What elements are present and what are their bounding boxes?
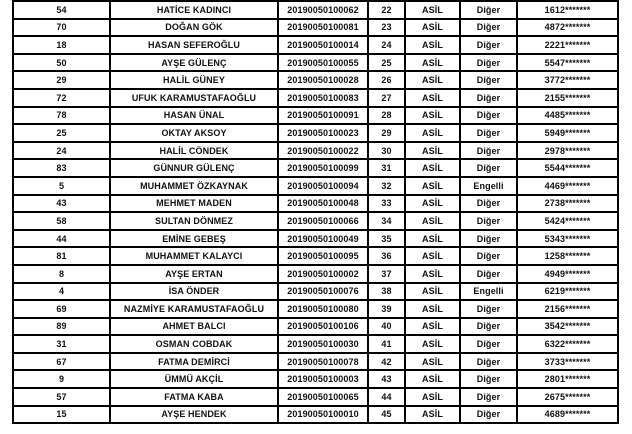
cell-name: MEHMET MADEN [110,195,278,213]
cell-name: ÜMMÜ AKÇİL [110,370,278,388]
cell-rank: 39 [368,300,405,318]
cell-category: Diğer [460,300,517,318]
cell-rank: 36 [368,247,405,265]
cell-list-no: 70 [13,19,110,37]
cell-masked-id: 2221******* [517,36,618,54]
table-row [13,406,618,424]
cell-list-no: 24 [13,142,110,160]
cell-status: ASİL [405,406,460,424]
cell-name: HASAN SEFEROĞLU [110,36,278,54]
cell-category: Diğer [460,370,517,388]
cell-list-no: 67 [13,353,110,371]
cell-list-no: 4 [13,283,110,301]
cell-name: MUHAMMET ÖZKAYNAK [110,177,278,195]
table-row [13,124,618,142]
cell-masked-id: 4469******* [517,177,618,195]
cell-name: HASAN ÜNAL [110,107,278,125]
cell-rank: 28 [368,107,405,125]
cell-status: ASİL [405,230,460,248]
cell-student-id: 20190050100081 [278,19,368,37]
cell-name: DOĞAN GÖK [110,19,278,37]
cell-category: Diğer [460,212,517,230]
cell-status: ASİL [405,19,460,37]
cell-list-no: 15 [13,406,110,424]
cell-masked-id: 2155******* [517,89,618,107]
cell-rank: 23 [368,19,405,37]
cell-category: Diğer [460,107,517,125]
cell-masked-id: 5544******* [517,159,618,177]
cell-name: HALİL GÜNEY [110,71,278,89]
cell-rank: 41 [368,335,405,353]
cell-name: UFUK KARAMUSTAFAOĞLU [110,89,278,107]
cell-list-no: 50 [13,54,110,72]
cell-rank: 45 [368,406,405,424]
cell-list-no: 57 [13,388,110,406]
cell-status: ASİL [405,265,460,283]
cell-student-id: 20190050100099 [278,159,368,177]
cell-list-no: 58 [13,212,110,230]
cell-list-no: 18 [13,36,110,54]
cell-rank: 30 [368,142,405,160]
placement-table [12,0,619,424]
table-row [13,283,618,301]
table-row [13,388,618,406]
cell-status: ASİL [405,124,460,142]
cell-masked-id: 5424******* [517,212,618,230]
cell-rank: 32 [368,177,405,195]
cell-category: Diğer [460,19,517,37]
cell-rank: 43 [368,370,405,388]
cell-list-no: 83 [13,159,110,177]
cell-rank: 26 [368,71,405,89]
cell-student-id: 20190050100003 [278,370,368,388]
cell-category: Diğer [460,265,517,283]
cell-student-id: 20190050100066 [278,212,368,230]
cell-student-id: 20190050100010 [278,406,368,424]
cell-masked-id: 5547******* [517,54,618,72]
cell-category: Diğer [460,36,517,54]
cell-student-id: 20190050100049 [278,230,368,248]
cell-masked-id: 3542******* [517,318,618,336]
cell-masked-id: 6322******* [517,335,618,353]
cell-list-no: 78 [13,107,110,125]
cell-status: ASİL [405,36,460,54]
cell-student-id: 20190050100080 [278,300,368,318]
cell-student-id: 20190050100055 [278,54,368,72]
cell-category: Diğer [460,247,517,265]
cell-category: Diğer [460,1,517,19]
cell-rank: 40 [368,318,405,336]
table-row [13,370,618,388]
cell-category: Diğer [460,54,517,72]
cell-name: MUHAMMET KALAYCI [110,247,278,265]
table-row [13,19,618,37]
cell-name: HATİCE KADINCI [110,1,278,19]
cell-student-id: 20190050100002 [278,265,368,283]
cell-student-id: 20190050100095 [278,247,368,265]
cell-list-no: 69 [13,300,110,318]
cell-status: ASİL [405,54,460,72]
cell-category: Diğer [460,124,517,142]
cell-category: Diğer [460,318,517,336]
cell-student-id: 20190050100083 [278,89,368,107]
cell-rank: 25 [368,54,405,72]
cell-masked-id: 2738******* [517,195,618,213]
cell-status: ASİL [405,318,460,336]
cell-name: GÜNNUR GÜLENÇ [110,159,278,177]
cell-rank: 42 [368,353,405,371]
cell-list-no: 5 [13,177,110,195]
cell-category: Diğer [460,71,517,89]
cell-status: ASİL [405,177,460,195]
table-row [13,177,618,195]
cell-masked-id: 2801******* [517,370,618,388]
table-row [13,195,618,213]
cell-masked-id: 4949******* [517,265,618,283]
cell-status: ASİL [405,247,460,265]
table-row [13,335,618,353]
cell-status: ASİL [405,107,460,125]
cell-rank: 38 [368,283,405,301]
cell-name: FATMA DEMİRCİ [110,353,278,371]
cell-category: Diğer [460,142,517,160]
cell-status: ASİL [405,283,460,301]
cell-list-no: 29 [13,71,110,89]
cell-name: EMİNE GEBEŞ [110,230,278,248]
table-row [13,265,618,283]
cell-masked-id: 3772******* [517,71,618,89]
cell-masked-id: 4872******* [517,19,618,37]
cell-masked-id: 4485******* [517,107,618,125]
cell-student-id: 20190050100022 [278,142,368,160]
cell-masked-id: 1612******* [517,1,618,19]
cell-category: Diğer [460,335,517,353]
cell-name: SULTAN DÖNMEZ [110,212,278,230]
cell-masked-id: 2156******* [517,300,618,318]
cell-status: ASİL [405,370,460,388]
cell-name: AYŞE GÜLENÇ [110,54,278,72]
cell-name: FATMA KABA [110,388,278,406]
cell-student-id: 20190050100076 [278,283,368,301]
table-row [13,159,618,177]
cell-name: OSMAN COBDAK [110,335,278,353]
cell-rank: 22 [368,1,405,19]
cell-student-id: 20190050100078 [278,353,368,371]
cell-student-id: 20190050100028 [278,71,368,89]
cell-list-no: 81 [13,247,110,265]
table-row [13,36,618,54]
table-row [13,247,618,265]
cell-list-no: 72 [13,89,110,107]
cell-category: Diğer [460,159,517,177]
cell-masked-id: 4689******* [517,406,618,424]
cell-name: AHMET BALCI [110,318,278,336]
table-row [13,89,618,107]
table-row [13,54,618,72]
cell-list-no: 44 [13,230,110,248]
cell-student-id: 20190050100065 [278,388,368,406]
cell-status: ASİL [405,1,460,19]
cell-rank: 44 [368,388,405,406]
cell-rank: 34 [368,212,405,230]
cell-category: Engelli [460,283,517,301]
cell-name: İSA ÖNDER [110,283,278,301]
table-row [13,142,618,160]
cell-rank: 24 [368,36,405,54]
table-row [13,212,618,230]
cell-masked-id: 5343******* [517,230,618,248]
cell-rank: 33 [368,195,405,213]
cell-category: Diğer [460,406,517,424]
cell-student-id: 20190050100014 [278,36,368,54]
cell-name: HALİL CÖNDEK [110,142,278,160]
cell-name: NAZMİYE KARAMUSTAFAOĞLU [110,300,278,318]
cell-status: ASİL [405,300,460,318]
cell-name: AYŞE HENDEK [110,406,278,424]
table-row [13,1,618,19]
cell-masked-id: 3733******* [517,353,618,371]
cell-list-no: 43 [13,195,110,213]
cell-rank: 27 [368,89,405,107]
cell-category: Diğer [460,388,517,406]
cell-student-id: 20190050100106 [278,318,368,336]
cell-list-no: 9 [13,370,110,388]
cell-status: ASİL [405,335,460,353]
cell-list-no: 25 [13,124,110,142]
cell-masked-id: 6219******* [517,283,618,301]
cell-status: ASİL [405,388,460,406]
cell-student-id: 20190050100048 [278,195,368,213]
cell-masked-id: 2675******* [517,388,618,406]
table-row [13,318,618,336]
cell-student-id: 20190050100091 [278,107,368,125]
cell-category: Diğer [460,353,517,371]
cell-student-id: 20190050100030 [278,335,368,353]
cell-status: ASİL [405,159,460,177]
cell-masked-id: 5949******* [517,124,618,142]
cell-status: ASİL [405,71,460,89]
table-row [13,300,618,318]
cell-masked-id: 2978******* [517,142,618,160]
cell-category: Diğer [460,89,517,107]
cell-status: ASİL [405,353,460,371]
cell-student-id: 20190050100094 [278,177,368,195]
cell-status: ASİL [405,142,460,160]
cell-student-id: 20190050100062 [278,1,368,19]
placement-table-body [13,1,618,423]
cell-category: Engelli [460,177,517,195]
cell-status: ASİL [405,212,460,230]
cell-list-no: 31 [13,335,110,353]
cell-rank: 37 [368,265,405,283]
cell-list-no: 54 [13,1,110,19]
cell-student-id: 20190050100023 [278,124,368,142]
cell-status: ASİL [405,89,460,107]
cell-status: ASİL [405,195,460,213]
cell-category: Diğer [460,195,517,213]
table-row [13,353,618,371]
cell-category: Diğer [460,230,517,248]
cell-name: AYŞE ERTAN [110,265,278,283]
cell-masked-id: 1258******* [517,247,618,265]
cell-rank: 35 [368,230,405,248]
cell-rank: 29 [368,124,405,142]
table-row [13,107,618,125]
table-row [13,71,618,89]
cell-name: OKTAY AKSOY [110,124,278,142]
cell-list-no: 8 [13,265,110,283]
table-row [13,230,618,248]
cell-list-no: 89 [13,318,110,336]
cell-rank: 31 [368,159,405,177]
